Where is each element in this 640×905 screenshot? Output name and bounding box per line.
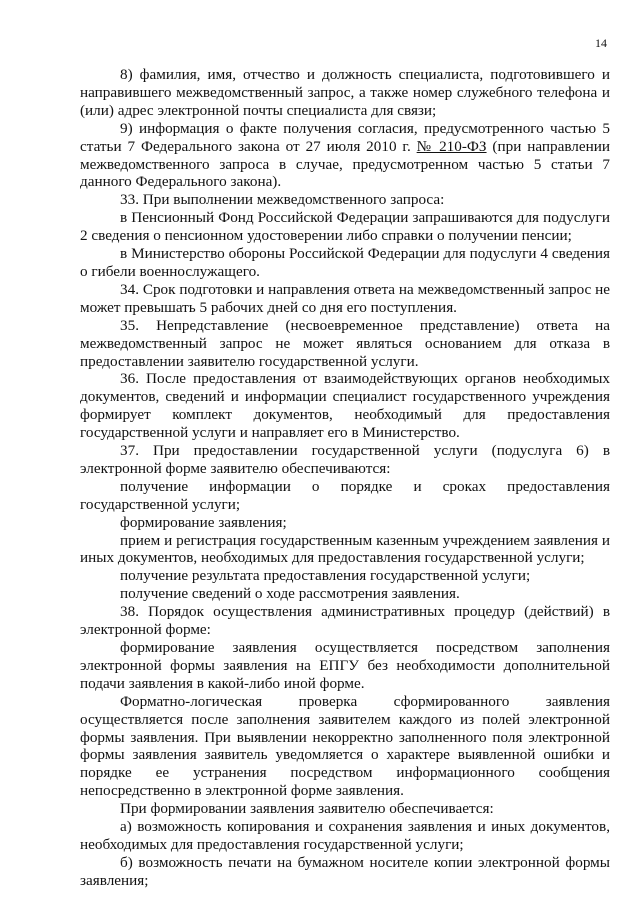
- paragraph-item-8: 8) фамилия, имя, отчество и должность специалиста, подготовившего и направившего межведомственный запрос, а также номер служебного телефона и (или) адрес электронной почты специалиста для связи;: [80, 66, 610, 119]
- paragraph-38-provided: При формировании заявления заявителю обеспечивается:: [120, 800, 494, 818]
- paragraph-36: 36. После предоставления от взаимодействующих органов необходимых документов, сведений и информации специалист государственного учреждения формирует комплект документов, необходимый для предоставления государственной услуги и направляет его в Министерство.: [80, 370, 610, 442]
- paragraph-38-epgu: формирование заявления осуществляется посредством заполнения электронной формы заявления на ЕПГУ без необходимости дополнительной подачи заявления в какой-либо иной форме.: [80, 639, 610, 692]
- paragraph-37-status: получение сведений о ходе рассмотрения заявления.: [120, 585, 460, 603]
- paragraph-38-validation: Форматно-логическая проверка сформированного заявления осуществляется после заполнения заявителем каждого из полей электронной формы заявления. При выявлении некорректно заполненного поля электронной формы заявления заявитель уведомляется о характере выявленной ошибки и порядке ее устранения посредством информационного сообщения непосредственно в электронной форме заявления.: [80, 692, 610, 800]
- paragraph-item-9: [80, 120, 610, 192]
- document-body: [80, 66, 610, 890]
- paragraph-37-info: получение информации о порядке и сроках предоставления государственной услуги;: [80, 477, 610, 513]
- paragraph-33-pension-fund: в Пенсионный Фонд Российской Федерации запрашиваются для подуслуги 2 сведения о пенсионном удостоверении либо справки о получении пенсии;: [80, 209, 610, 245]
- paragraph-item-9-text: 9) информация о факте получения согласия, предусмотренного частью 5 статьи 7 Федерального закона от 27 июля 2010 г.: [80, 119, 610, 155]
- paragraph-33-ministry-defense: в Министерство обороны Российской Федерации для подуслуги 4 сведения о гибели военнослужащего.: [80, 245, 610, 280]
- paragraph-37: 37. При предоставлении государственной услуги (подуслуга 6) в электронной форме заявителю обеспечиваются:: [80, 442, 610, 477]
- paragraph-37-registration: прием и регистрация государственным казенным учреждением заявления и иных документов, необходимых для предоставления государственной услуги;: [80, 531, 610, 567]
- law-reference-link[interactable]: № 210-ФЗ: [416, 137, 487, 155]
- paragraph-37-form: формирование заявления;: [120, 513, 287, 531]
- paragraph-34: 34. Срок подготовки и направления ответа на межведомственный запрос не может превышать 5 рабочих дней со дня его поступления.: [80, 280, 610, 316]
- paragraph-38-print: б) возможность печати на бумажном носителе копии электронной формы заявления;: [80, 853, 610, 889]
- paragraph-33: 33. При выполнении межведомственного запроса:: [120, 191, 445, 209]
- paragraph-38-copy: а) возможность копирования и сохранения заявления и иных документов, необходимых для предоставления государственной услуги;: [80, 818, 610, 853]
- paragraph-35: 35. Непредставление (несвоевременное представление) ответа на межведомственный запрос не может являться основанием для отказа в предоставлении заявителю государственной услуги.: [80, 316, 610, 370]
- paragraph-38: 38. Порядок осуществления административных процедур (действий) в электронной форме:: [80, 603, 610, 639]
- paragraph-37-result: получение результата предоставления государственной услуги;: [120, 567, 531, 585]
- paragraph-item-9-tail: (при направлении межведомственного запроса в случае, предусмотренном частью 5 статьи 7 данного Федерального закона).: [80, 137, 611, 191]
- page-number: 14: [595, 36, 607, 50]
